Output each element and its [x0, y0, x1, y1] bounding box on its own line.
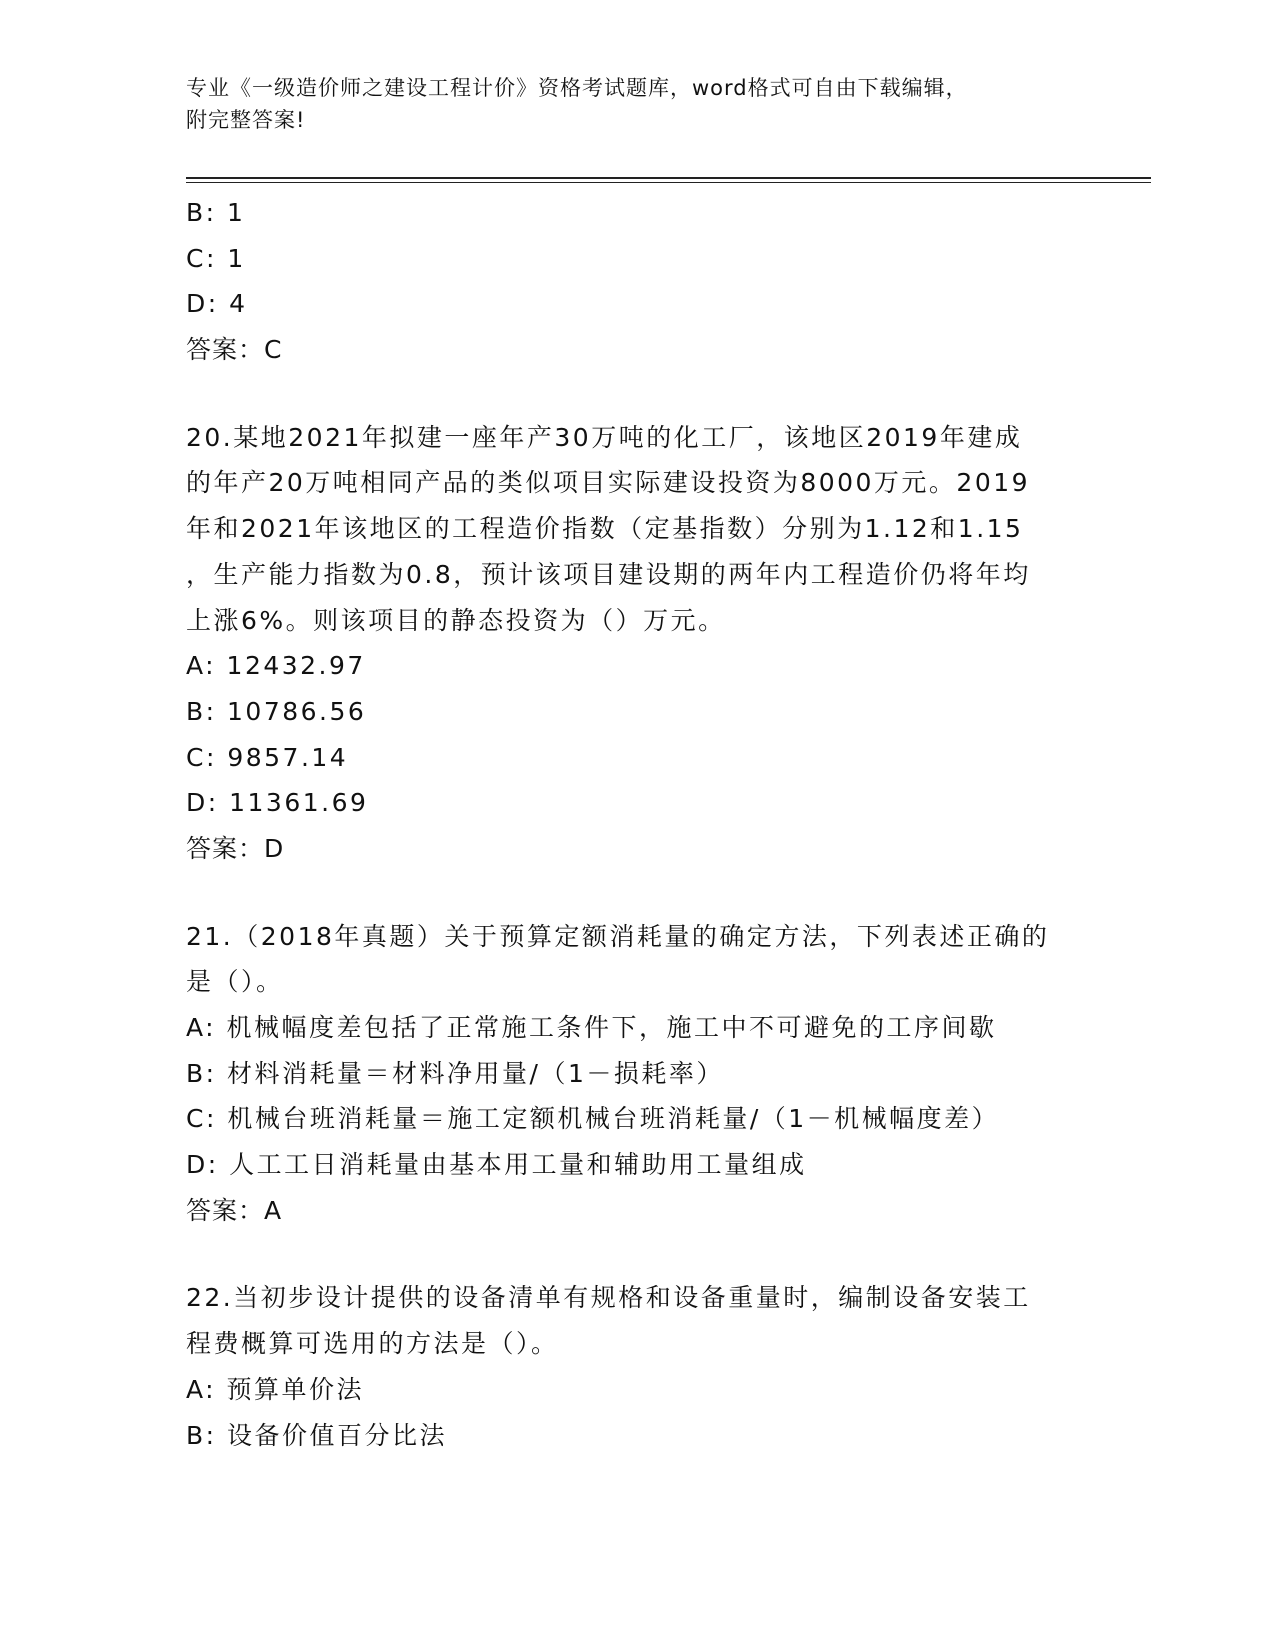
option-c: C: 机械台班消耗量＝施工定额机械台班消耗量/（1－机械幅度差） [186, 1104, 1000, 1134]
option-b: B: 材料消耗量＝材料净用量/（1－损耗率） [186, 1058, 724, 1088]
question-text-line: 的年产20万吨相同产品的类似项目实际建设投资为8000万元。2019 [186, 468, 1031, 498]
answer-line: 答案：D [186, 833, 285, 863]
option-a: A: 12432.97 [186, 651, 366, 681]
option-a: A: 机械幅度差包括了正常施工条件下，施工中不可避免的工序间歇 [186, 1013, 997, 1042]
option-c: C: 9857.14 [186, 742, 349, 772]
header-divider-thick [186, 177, 1151, 179]
question-text-line: 21.（2018年真题）关于预算定额消耗量的确定方法，下列表述正确的 [186, 921, 1050, 951]
question-text-line: 20.某地2021年拟建一座年产30万吨的化工厂，该地区2019年建成 [186, 422, 1023, 452]
option-c: C: 1 [186, 243, 246, 273]
header-line-1: 专业《一级造价师之建设工程计价》资格考试题库，word格式可自由下载编辑， [186, 76, 968, 100]
header-divider-thin [186, 182, 1151, 183]
question-text-line: ，生产能力指数为0.8，预计该项目建设期的两年内工程造价仍将年均 [186, 559, 1031, 589]
option-d: D: 人工工日消耗量由基本用工量和辅助用工量组成 [186, 1150, 807, 1180]
question-text-line: 程费概算可选用的方法是（）。 [186, 1329, 559, 1359]
answer-line: 答案：A [186, 1195, 283, 1225]
option-b: B: 1 [186, 198, 246, 227]
option-b: B: 设备价值百分比法 [186, 1420, 448, 1450]
question-list [186, 190, 1076, 1458]
header-line-2: 附完整答案! [186, 108, 306, 132]
option-a: A: 预算单价法 [186, 1374, 365, 1404]
question-text-line: 22.当初步设计提供的设备清单有规格和设备重量时，编制设备安装工 [186, 1283, 1031, 1313]
question-text-line: 上涨6%。则该项目的静态投资为（）万元。 [186, 605, 726, 635]
question-20 [186, 415, 1076, 872]
option-b: B: 10786.56 [186, 696, 367, 726]
question-text-line: 年和2021年该地区的工程造价指数（定基指数）分别为1.12和1.15 [186, 514, 1024, 544]
option-d: D: 11361.69 [186, 788, 369, 818]
question-text-line: 是（）。 [186, 967, 284, 997]
question-19-tail [186, 190, 1076, 373]
document-header [186, 72, 1086, 136]
answer-line: 答案：C [186, 335, 283, 365]
question-22 [186, 1275, 1076, 1458]
question-21 [186, 914, 1076, 1234]
option-d: D: 4 [186, 289, 248, 319]
